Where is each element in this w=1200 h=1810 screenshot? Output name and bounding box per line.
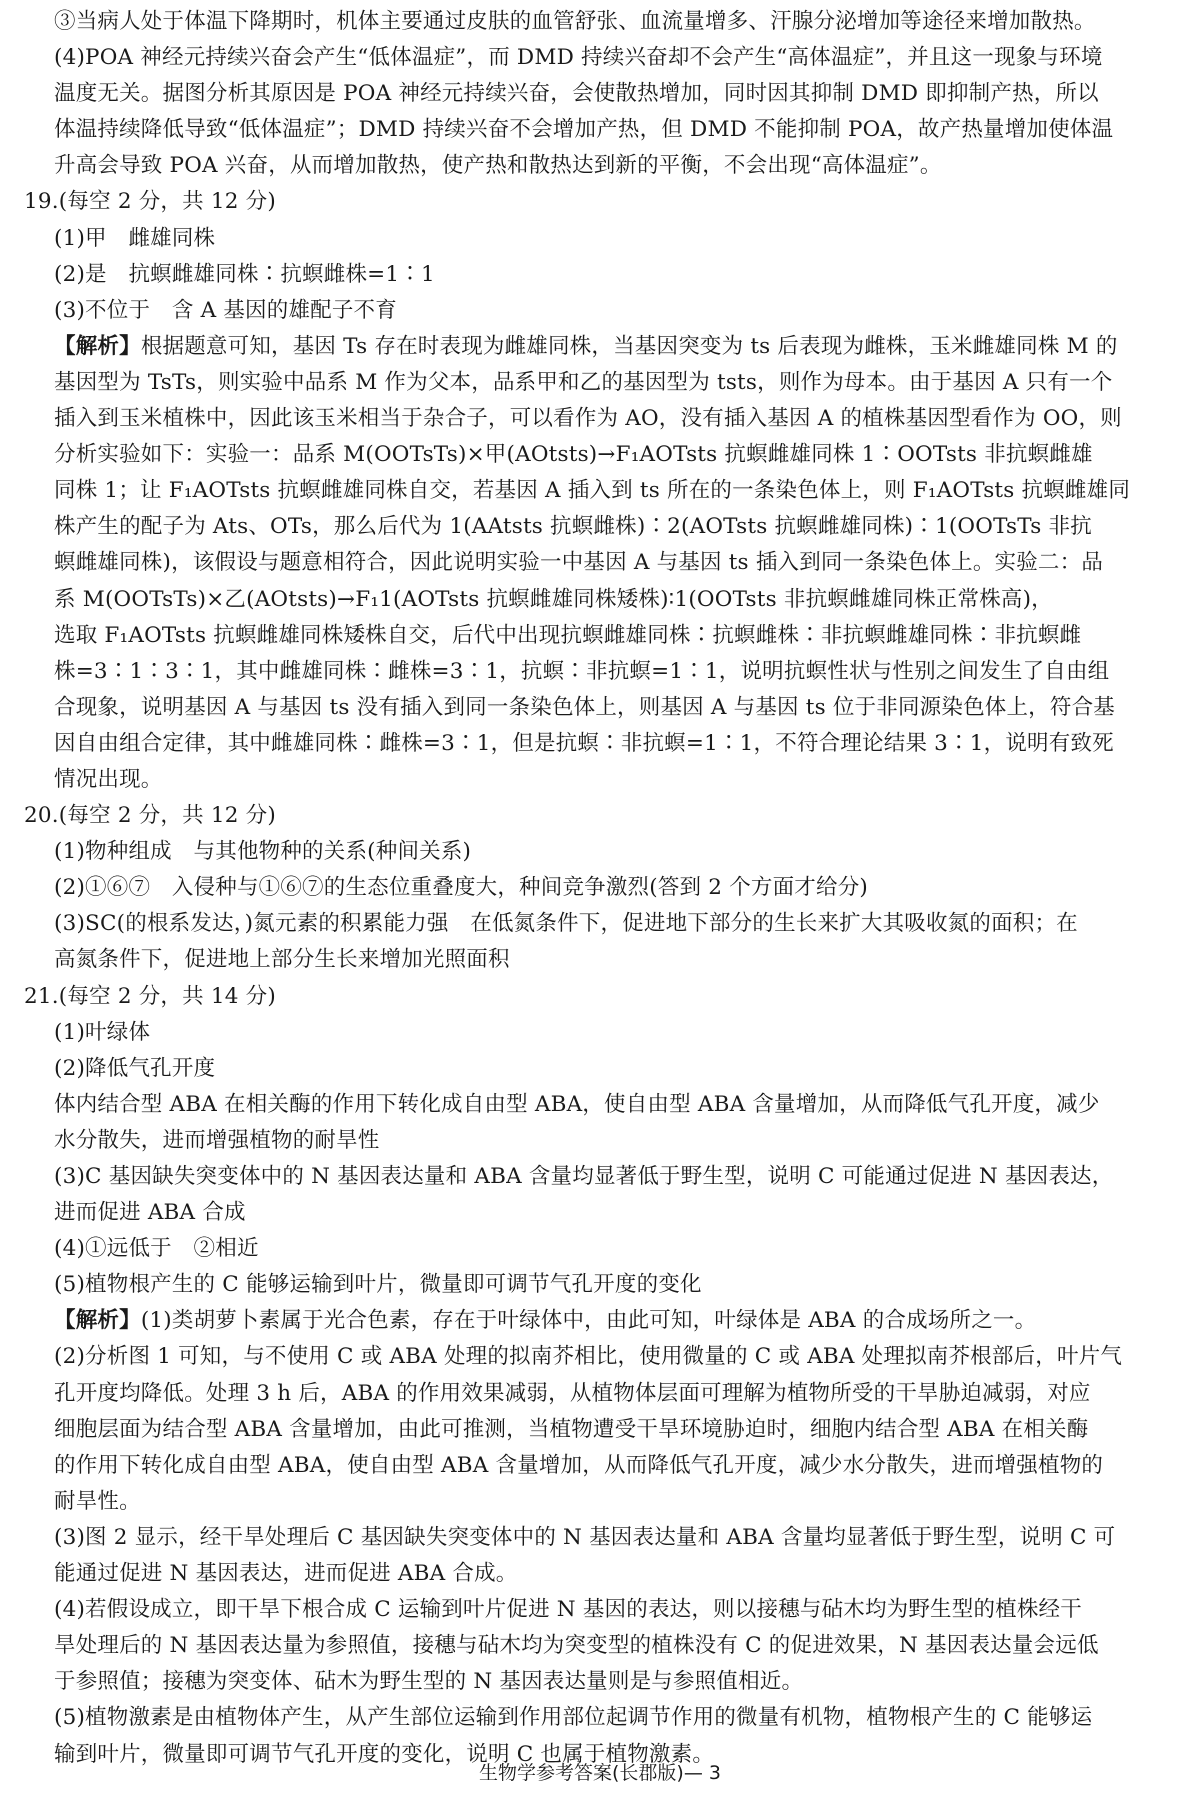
line-text: 根据题意可知，基因 Ts 存在时表现为雌雄同株，当基因突变为 ts 后表现为雌株，玉米雌雄同株 M 的 bbox=[140, 333, 1118, 359]
text-line bbox=[24, 1123, 1176, 1159]
text-line bbox=[24, 618, 1176, 654]
text-line bbox=[24, 40, 1176, 76]
text-line bbox=[24, 509, 1176, 545]
line-text: (1)叶绿体 bbox=[54, 1019, 151, 1045]
text-line bbox=[24, 257, 1176, 293]
text-line bbox=[24, 1412, 1176, 1448]
line-text: 进而促进 ABA 合成 bbox=[54, 1200, 246, 1226]
text-line bbox=[24, 798, 1176, 834]
text-line bbox=[24, 4, 1176, 40]
line-text: 基因型为 TsTs，则实验中品系 M 作为父本，品系甲和乙的基因型为 tsts，则作为母本。由于基因 A 只有一个 bbox=[54, 369, 1113, 395]
line-text: 水分散失，进而增强植物的耐旱性 bbox=[54, 1127, 380, 1153]
text-line bbox=[24, 437, 1176, 473]
line-text: (5)植物激素是由植物体产生，从产生部位运输到作用部位起调节作用的微量有机物，植物根产生的 C 能够运 bbox=[54, 1705, 1093, 1731]
text-line bbox=[24, 942, 1176, 978]
line-text: 分析实验如下：实验一：品系 M(OOTsTs)×甲(AOtsts)→F₁AOTsts 抗螟雌雄同株 1∶OOTsts 非抗螟雌雄 bbox=[54, 442, 1093, 468]
text-line bbox=[24, 76, 1176, 112]
text-line bbox=[24, 654, 1176, 690]
line-text: 株=3∶1∶3∶1，其中雌雄同株∶雌株=3∶1，抗螟∶非抗螟=1∶1，说明抗螟性状与性别之间发生了自由组 bbox=[54, 658, 1110, 684]
text-line bbox=[24, 1376, 1176, 1412]
line-text: 输到叶片，微量即可调节气孔开度的变化，说明 C 也属于植物激素。 bbox=[54, 1741, 715, 1767]
text-line bbox=[24, 473, 1176, 509]
line-text: 选取 F₁AOTsts 抗螟雌雄同株矮株自交，后代中出现抗螟雌雄同株∶抗螟雌株∶非抗螟雌雄同株∶非抗螟雌 bbox=[54, 622, 1082, 648]
line-text: 高氮条件下，促进地上部分生长来增加光照面积 bbox=[54, 947, 510, 973]
text-line bbox=[24, 1267, 1176, 1303]
text-line bbox=[24, 329, 1176, 365]
text-line bbox=[24, 112, 1176, 148]
line-text: 升高会导致 POA 兴奋，从而增加散热，使产热和散热达到新的平衡，不会出现“高体温症”。 bbox=[54, 153, 942, 179]
text-line bbox=[24, 184, 1176, 220]
text-line bbox=[24, 1556, 1176, 1592]
text-line bbox=[24, 365, 1176, 401]
line-text: 旱处理后的 N 基因表达量为参照值，接穗与砧木均为突变型的植株没有 C 的促进效果，N 基因表达量会远低 bbox=[54, 1633, 1099, 1659]
line-text: 系 M(OOTsTs)×乙(AOtsts)→F₁1(AOTsts 抗螟雌雄同株矮株)∶1(OOTsts 非抗螟雌雄同株正常株高)， bbox=[54, 586, 1053, 612]
text-line bbox=[24, 1339, 1176, 1375]
text-line bbox=[24, 221, 1176, 257]
text-line bbox=[24, 1484, 1176, 1520]
line-text: 螟雌雄同株)，该假设与题意相符合，因此说明实验一中基因 A 与基因 ts 插入到同一条染色体上。实验二：品 bbox=[54, 550, 1104, 576]
line-text: 21.(每空 2 分，共 14 分) bbox=[24, 983, 276, 1009]
analysis-label: 【解析】 bbox=[54, 1308, 141, 1334]
text-line bbox=[24, 1664, 1176, 1700]
text-line bbox=[24, 1448, 1176, 1484]
line-text: ③当病人处于体温下降期时，机体主要通过皮肤的血管舒张、血流量增多、汗腺分泌增加等途径来增加散热。 bbox=[54, 9, 1096, 34]
line-text: (2)分析图 1 可知，与不使用 C 或 ABA 处理的拟南芥相比，使用微量的 C 或 ABA 处理拟南芥根部后，叶片气 bbox=[54, 1344, 1123, 1370]
analysis-label: 【解析】 bbox=[54, 333, 141, 359]
line-text: (3)C 基因缺失突变体中的 N 基因表达量和 ABA 含量均显著低于野生型，说明 C 可能通过促进 N 基因表达， bbox=[54, 1164, 1114, 1189]
line-text: 20.(每空 2 分，共 12 分) bbox=[24, 803, 276, 829]
line-text: (2)是 抗螟雌雄同株∶抗螟雌株=1∶1 bbox=[54, 261, 435, 287]
line-text: 于参照值；接穗为突变体、砧木为野生型的 N 基因表达量则是与参照值相近。 bbox=[54, 1669, 804, 1695]
line-text: (3)不位于 含 A 基因的雄配子不育 bbox=[54, 297, 397, 323]
line-text: 耐旱性。 bbox=[54, 1488, 141, 1514]
line-text: (3)图 2 显示，经干旱处理后 C 基因缺失突变体中的 N 基因表达量和 ABA 含量均显著低于野生型，说明 C 可 bbox=[54, 1524, 1116, 1550]
text-line bbox=[24, 979, 1176, 1015]
text-line bbox=[24, 1195, 1176, 1231]
line-text: 细胞层面为结合型 ABA 含量增加，由此可推测，当植物遭受干旱环境胁迫时，细胞内结合型 ABA 在相关酶 bbox=[54, 1416, 1089, 1442]
line-text: 情况出现。 bbox=[54, 766, 163, 792]
line-text: 合现象，说明基因 A 与基因 ts 没有插入到同一条染色体上，则基因 A 与基因 ts 位于非同源染色体上，符合基 bbox=[54, 694, 1115, 720]
line-text: (4)POA 神经元持续兴奋会产生“低体温症”，而 DMD 持续兴奋却不会产生“高体温症”，并且这一现象与环境 bbox=[54, 45, 1103, 71]
line-text: (5)植物根产生的 C 能够运输到叶片，微量即可调节气孔开度的变化 bbox=[54, 1272, 702, 1298]
text-line bbox=[24, 1520, 1176, 1556]
line-text: 体内结合型 ABA 在相关酶的作用下转化成自由型 ABA，使自由型 ABA 含量增加，从而降低气孔开度，减少 bbox=[54, 1091, 1100, 1117]
line-text: (1)物种组成 与其他物种的关系(种间关系) bbox=[54, 839, 472, 865]
text-line bbox=[24, 1303, 1176, 1339]
text-line bbox=[24, 906, 1176, 942]
line-text: (4)若假设成立，即干旱下根合成 C 运输到叶片促进 N 基因的表达，则以接穗与砧木均为野生型的植株经干 bbox=[54, 1597, 1082, 1623]
text-line bbox=[24, 293, 1176, 329]
text-line bbox=[24, 401, 1176, 437]
document-body bbox=[24, 4, 1176, 1773]
line-text: (1)类胡萝卜素属于光合色素，存在于叶绿体中，由此可知，叶绿体是 ABA 的合成场所之一。 bbox=[140, 1308, 1037, 1334]
text-line bbox=[24, 545, 1176, 581]
line-text: 19.(每空 2 分，共 12 分) bbox=[24, 189, 276, 215]
line-text: (1)甲 雌雄同株 bbox=[54, 225, 216, 251]
line-text: 株产生的配子为 Ats、OTs，那么后代为 1(AAtsts 抗螟雌株)∶2(AOTsts 抗螟雌雄同株)∶1(OOTsTs 非抗 bbox=[54, 514, 1092, 540]
line-text: 孔开度均降低。处理 3 h 后，ABA 的作用效果减弱，从植物体层面可理解为植物所受的干旱胁迫减弱，对应 bbox=[54, 1380, 1091, 1406]
text-line bbox=[24, 1628, 1176, 1664]
text-line bbox=[24, 870, 1176, 906]
text-line bbox=[24, 582, 1176, 618]
text-line bbox=[24, 1231, 1176, 1267]
line-text: (3)SC(的根系发达，)氮元素的积累能力强 在低氮条件下，促进地下部分的生长来扩大其吸收氮的面积；在 bbox=[54, 911, 1078, 937]
text-line bbox=[24, 1087, 1176, 1123]
text-line bbox=[24, 726, 1176, 762]
text-line bbox=[24, 1015, 1176, 1051]
line-text: 同株 1；让 F₁AOTsts 抗螟雌雄同株自交，若基因 A 插入到 ts 所在的一条染色体上，则 F₁AOTsts 抗螟雌雄同 bbox=[54, 478, 1131, 504]
text-line bbox=[24, 1051, 1176, 1087]
line-text: 因自由组合定律，其中雌雄同株∶雌株=3∶1，但是抗螟∶非抗螟=1∶1，不符合理论结果 3∶1，说明有致死 bbox=[54, 730, 1114, 756]
text-line bbox=[24, 690, 1176, 726]
text-line bbox=[24, 762, 1176, 798]
line-text: 的作用下转化成自由型 ABA，使自由型 ABA 含量增加，从而降低气孔开度，减少水分散失，进而增强植物的 bbox=[54, 1452, 1104, 1478]
line-text: 插入到玉米植株中，因此该玉米相当于杂合子，可以看作为 AO，没有插入基因 A 的植株基因型看作为 OO，则 bbox=[54, 406, 1122, 432]
line-text: (4)①远低于 ②相近 bbox=[54, 1236, 259, 1262]
page-footer: 生物学参考答案(长郡版)— 3 bbox=[479, 1762, 721, 1784]
line-text: (2)①⑥⑦ 入侵种与①⑥⑦的生态位重叠度大，种间竞争激烈(答到 2 个方面才给分) bbox=[54, 875, 868, 901]
line-text: (2)降低气孔开度 bbox=[54, 1055, 216, 1081]
text-line bbox=[24, 1700, 1176, 1736]
line-text: 能通过促进 N 基因表达，进而促进 ABA 合成。 bbox=[54, 1561, 518, 1587]
text-line bbox=[24, 1592, 1176, 1628]
text-line bbox=[24, 834, 1176, 870]
text-line bbox=[24, 148, 1176, 184]
text-line bbox=[24, 1159, 1176, 1195]
line-text: 体温持续降低导致“低体温症”；DMD 持续兴奋不会增加产热，但 DMD 不能抑制 POA，故产热量增加使体温 bbox=[54, 117, 1114, 143]
line-text: 温度无关。据图分析其原因是 POA 神经元持续兴奋，会使散热增加，同时因其抑制 DMD 即抑制产热，所以 bbox=[54, 81, 1099, 107]
